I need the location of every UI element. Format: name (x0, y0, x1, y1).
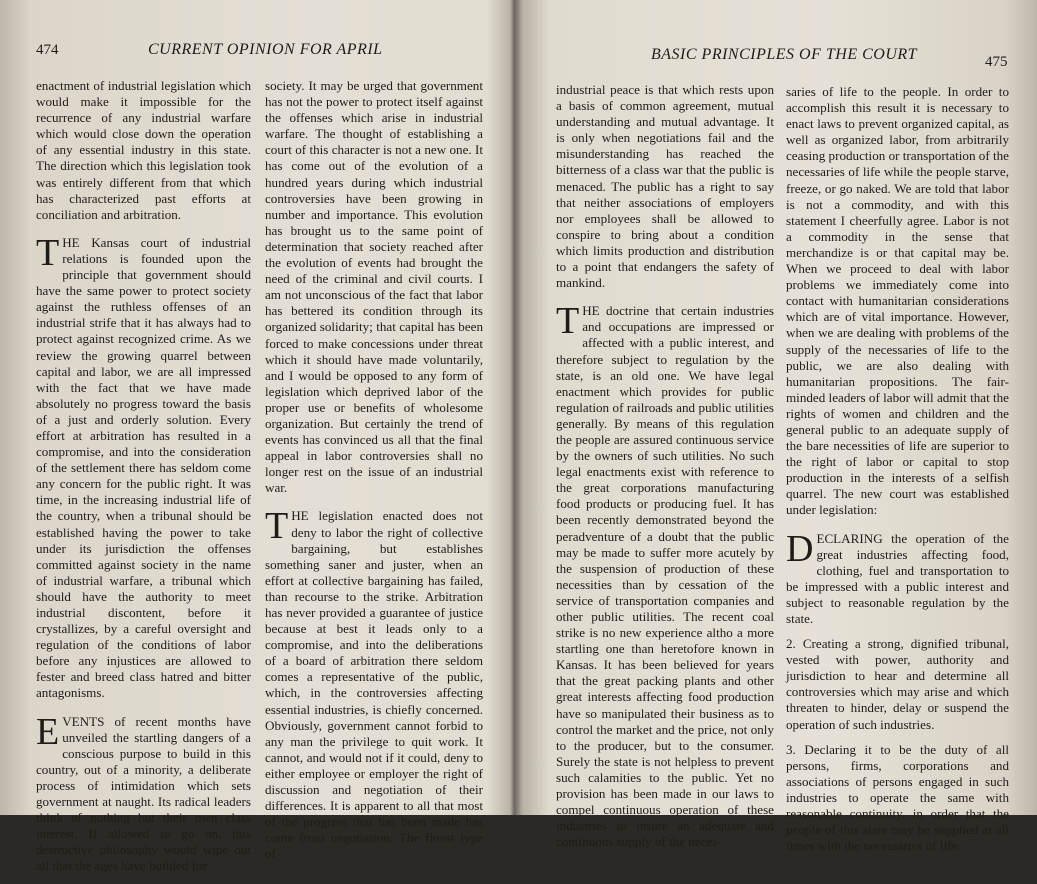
paragraph (786, 636, 1009, 733)
right-column-2 (786, 84, 1009, 863)
left-page (0, 0, 508, 874)
left-page-number: 474 (36, 42, 59, 58)
paragraph-text: HE doctrine that certain industries and occupations are impressed or affected with a public interest, and therefore subject to regulation by the state, is an old one. We have legal enactment which provides for public regulation of railroads and public utilities generally. By means of this regulation the people are assured continuous service by the owners of such utilities. No such legal enactments exist with reference to the great corporations manufacturing food products or producing fuel. It has been recently demonstrated beyond the peradventure of a doubt that the public may be made to suffer more acutely by the suspension of production of these necessities than by cessation of the service of transportation companies and other public utilities. The recent coal strike is no new experience altho a more startling one than heretofore known in Kansas. It has been believed for years that the great packing plants and other great interests affecting food production have so manipulated their business as to control the market and the price, not only to the producer, but to the consumer. Surely the state is not helpless to prevent such calamities to the public. Yet no provision has been made in our laws to compel continuous operation of these industries to insure an adequate and continuous supply of the neces- (556, 303, 774, 850)
left-column-1 (36, 78, 251, 884)
drop-cap: D (786, 527, 814, 570)
right-column-1 (556, 82, 774, 859)
left-column-2 (265, 78, 483, 872)
paragraph (265, 505, 483, 862)
paragraph (556, 300, 774, 850)
right-page (515, 0, 1037, 854)
paragraph-text: enactment of industrial legislation which would make it impossible for the recurrence of any industrial warfare which would close down the operation of any essential industry in this state. The direction which this legislation took was entirely different from that which has characterized past efforts at conciliation and arbitration. (36, 78, 251, 222)
drop-cap: T (265, 505, 289, 548)
paragraph-text: VENTS of recent months have unveiled the startling dangers of a conscious purpose to build in this country, out of a minority, a deliberate process of intimidation which sets government at naught. Its radical leaders think of nothing but their own class interest. If allowed to go on, this destructive philosophy would wipe out all that the ages have builded for (36, 713, 251, 874)
paragraph (36, 231, 251, 702)
paragraph (556, 82, 774, 291)
paragraph-text: ECLARING the operation of the great industries affecting food, clothing, fuel and transportation to be impressed with a public interest and subject to reasonable regulation by the state. (786, 530, 1009, 626)
paragraph-text: HE legislation enacted does not deny to labor the right of collective bargaining, but establishes something saner and juster, when an effort at collective bargaining has failed, than recourse to the strike. Arbitration has never provided a guarantee of justice because at best it leads only to a compromise, and into the deliberations of a board of arbitration there seldom comes a representative of the public, which, in the controversies affecting essential industries, is chiefly concerned. Obviously, government cannot forbid to any man the privilege to quit work. It cannot, and would not if it could, deny to either employee or employer the right of discussion and negotiation of their differences. It is apparent to all that most of the progress that has been made has come from negotiation. The finest type of (265, 508, 483, 862)
paragraph (786, 84, 1009, 519)
right-page-number: 475 (985, 54, 1008, 70)
paragraph (265, 78, 483, 496)
left-running-title: CURRENT OPINION FOR APRIL (148, 41, 383, 58)
paragraph-text: HE Kansas court of industrial relations is founded upon the principle that government should have the same power to protect society against the ruthless offenses of an industrial strife that it has always had to protect against recognized crime. As we review the growing quarrel between capital and labor, we are all impressed with the fact that we have made absolutely no progress toward the basis of a just and orderly solution. Every effort at arbitration has resulted in a compromise, and into the consideration of the settlement there has seldom come any concern for the public right. It was time, in the increasing industrial life of the country, when a tribunal should be established having the power to take under its jurisdiction the offenses committed against society in the name of industrial warfare, a tribunal which should have the authority to meet industrial discontent, before it crystallizes, by a careful oversight and regulation of the conditions of labor before any injustices are allowed to fester and breed class hatred and bitter antagonisms. (36, 234, 251, 701)
paragraph-text: society. It may be urged that government has not the power to protect itself against the offenses which arise in industrial warfare. The thought of establishing a court of this character is not a new one. It has come out of the evolution of a hundred years during which industrial controversies have been growing in number and importance. This evolution has brought us to the same point of determination that society reached after the evolution of events had brought the need of the criminal and civil courts. I am not unconscious of the fact that labor has bettered its condition through its organized solidarity; that capital has been forced to make concessions under threat which it should have made voluntarily, and I would be opposed to any form of legislation which deprived labor of the proper use or benefits of wholesome organization. But certainly the trend of events has convinced us all that the final appeal in labor controversies shall no longer rest on the issue of an industrial war. (265, 78, 483, 496)
drop-cap: E (36, 710, 60, 753)
paragraph (36, 78, 251, 223)
paragraph (786, 742, 1009, 855)
paragraph-text: 2. Creating a strong, dignified tribunal, vested with power, authority and jurisdiction to hear and determine all controversies which may arise and which threaten to hinder, delay or suspend the operation of such industries. (786, 636, 1009, 732)
paragraph-text: 3. Declaring it to be the duty of all persons, firms, corporations and associations of persons engaged in such industries to operate the same with reasonable continuity, in order that the people of this state may be supplied at all times with the necessaries of life. (786, 741, 1009, 854)
paragraph-text: industrial peace is that which rests upon a basis of common agreement, mutual understanding and mutual advantage. It is only when negotiations fail and the misunderstanding has reached the bitterness of a class war that the public is menaced. The public has a right to say that neither associations of employers nor employees shall be allowed to conspire to bring about a condition which limits production and distribution to a point that endangers the safety of mankind. (556, 82, 774, 291)
paragraph-text: saries of life to the people. In order to accomplish this result it is necessary to enact laws to prevent organized capital, as well as organized labor, from arbitrarily ceasing production or transportation of the necessaries of life while the people starve, freeze, or go naked. We are told that labor is not a commodity, and with this statement I cheerfully agree. Labor is not a commodity in the sense that merchandize is or that capital may be. When we proceed to deal with labor problems we immediately come into contact with humanitarian considerations which are of vital importance. However, when we are dealing with problems of the supply of the necessaries of life to the public, we are also dealing with humanitarian propositions. The fair-minded leaders of labor will admit that the rights of women and children and the general public to an adequate supply of the bare necessities of life are superior to the right of labor or capital to stop production in the interests of a selfish quarrel. The new court was established under legislation: (786, 84, 1009, 518)
drop-cap: T (556, 300, 580, 343)
right-running-title: BASIC PRINCIPLES OF THE COURT (651, 46, 918, 63)
paragraph (36, 710, 251, 875)
drop-cap: T (36, 231, 60, 274)
paragraph (786, 527, 1009, 628)
